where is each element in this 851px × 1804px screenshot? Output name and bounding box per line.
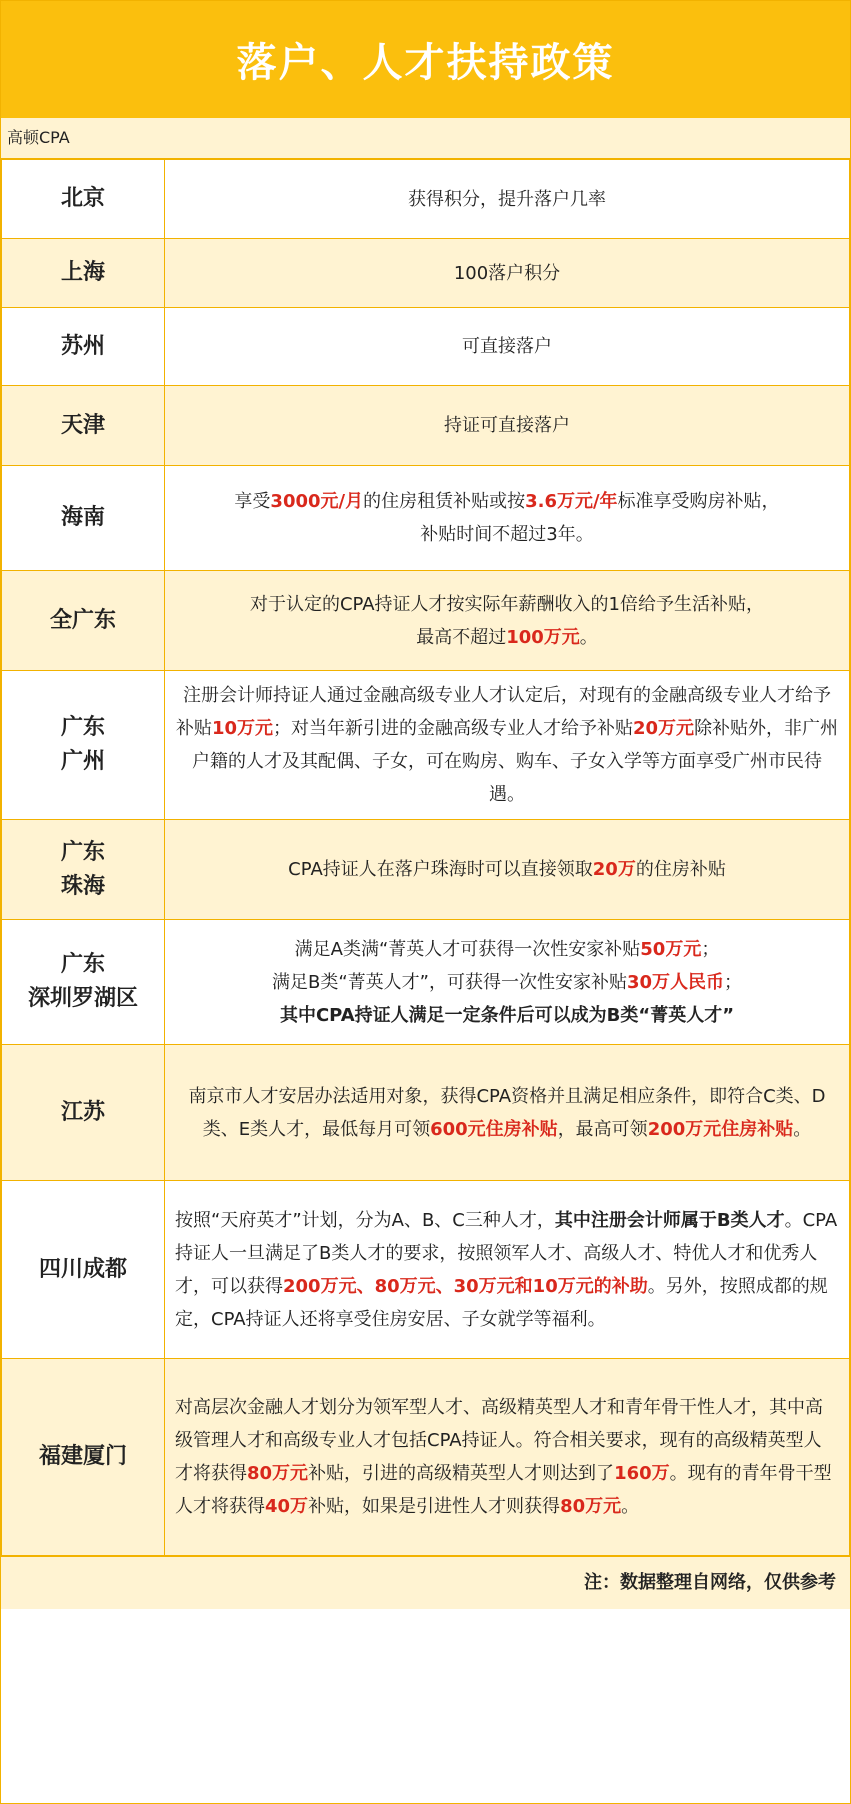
text: 补贴时间不超过3年。 [420,524,594,545]
policy-table [1,159,850,1556]
text: 享受 [234,491,271,512]
title-banner [1,1,850,118]
text: 标准享受购房补贴， [617,491,780,512]
table-row [2,1359,850,1556]
city-cell: 广东 深圳罗湖区 [2,920,165,1045]
policy-cell: 100落户积分 [165,239,850,308]
policy-cell [165,671,850,820]
highlight: 200万元住房补贴 [647,1118,794,1140]
page-title: 落户、人才扶持政策 [236,40,615,86]
text: 。CPA持证人一旦满足了B类人才的要求，按照领军人才、高级人才、特优人才和优秀人才，可以获得 [175,1209,838,1297]
bold-text: 其中CPA持证人满足一定条件后可以成为B类“菁英人才” [279,1004,735,1026]
text: 注册会计师持证人通过金融高级专业人才认定后，对现有的金融高级专业人才给予补贴 [175,685,831,739]
policy-cell: 可直接落户 [165,308,850,386]
city-cell: 四川成都 [2,1181,165,1359]
text: 。现有的青年骨干型人才将获得 [175,1463,832,1517]
bold-text: 其中注册会计师属于B类人才 [554,1209,785,1231]
table-row [2,466,850,571]
text: 满足A类满“菁英人才可获得一次性安家补贴 [294,938,641,960]
text: ； [724,971,743,993]
city-cell: 上海 [2,239,165,308]
policy-cell [165,1045,850,1181]
text: 的住房补贴 [635,859,726,880]
city-cell: 全广东 [2,571,165,671]
policy-cell: 持证可直接落户 [165,386,850,466]
table-row [2,571,850,671]
text: ，最高可领 [557,1118,648,1140]
table-row [2,239,850,308]
text: 对于认定的CPA持证人才按实际年薪酬收入的1倍给予生活补贴， [249,593,765,615]
highlight: 80万元 [560,1496,622,1517]
text: ；对当年新引进的金融高级专业人才给予补贴 [273,718,633,739]
city-cell: 江苏 [2,1045,165,1181]
table-row [2,671,850,820]
city-cell: 海南 [2,466,165,571]
highlight: 3.6万元/年 [525,491,618,512]
table-row [2,1045,850,1181]
highlight: 50万元 [640,938,702,960]
text: 满足B类“菁英人才”，可获得一次性安家补贴 [271,971,627,993]
policy-cell [165,920,850,1045]
highlight: 200万元、80万元、30万元和10万元的补助 [283,1275,648,1297]
table-row [2,160,850,239]
text: 对高层次金融人才划分为领军型人才、高级精英型人才和青年骨干性人才，其中高级管理人才和高级专业人才包括CPA持证人。符合相关要求，现有的高级精英型人才将获得 [175,1397,823,1484]
text: CPA持证人在落户珠海时可以直接领取 [288,859,593,880]
text: ； [701,938,720,960]
policy-cell [165,1181,850,1359]
highlight: 40万 [265,1496,309,1517]
highlight: 3000元/月 [270,491,364,512]
policy-cell [165,466,850,571]
table-row [2,386,850,466]
text: 按照“天府英才”计划，分为A、B、C三种人才， [175,1209,555,1231]
policy-cell [165,571,850,671]
city-cell: 广东 广州 [2,671,165,820]
text: 南京市人才安居办法适用对象，获得CPA资格并且满足相应条件，即符合C类、D类、E类人才，最低每月可领 [188,1085,826,1140]
highlight: 160万 [614,1463,670,1484]
table-row [2,308,850,386]
highlight: 100万元 [506,626,580,648]
highlight: 20万元 [633,718,695,739]
table-row [2,920,850,1045]
text: 。 [793,1118,812,1140]
text: 除补贴外，非广州户籍的人才及其配偶、子女，可在购房、购车、子女入学等方面享受广州市民待遇。 [192,718,839,805]
text: 补贴，如果是引进性人才则获得 [308,1496,561,1517]
policy-cell [165,820,850,920]
policy-cell [165,1359,850,1556]
text: 。 [579,626,598,648]
footer-note: 注：数据整理自网络，仅供参考 [1,1556,850,1609]
source-label: 高顿CPA [1,118,850,159]
highlight: 30万人民币 [626,971,725,993]
city-cell: 天津 [2,386,165,466]
table-row [2,820,850,920]
city-cell: 广东 珠海 [2,820,165,920]
table-row [2,1181,850,1359]
highlight: 80万元 [247,1463,309,1484]
text: 。另外，按照成都的规定，CPA持证人还将享受住房安居、子女就学等福利。 [175,1275,828,1330]
highlight: 20万 [592,859,636,880]
text: 最高不超过 [416,626,507,648]
text: 补贴，引进的高级精英型人才则达到了 [308,1463,615,1484]
policy-cell: 获得积分，提升落户几率 [165,160,850,239]
city-cell: 福建厦门 [2,1359,165,1556]
highlight: 600元住房补贴 [430,1118,558,1140]
city-cell: 苏州 [2,308,165,386]
text: 的住房租赁补贴或按 [363,491,526,512]
text: 。 [621,1496,640,1517]
highlight: 10万元 [211,718,273,739]
city-cell: 北京 [2,160,165,239]
